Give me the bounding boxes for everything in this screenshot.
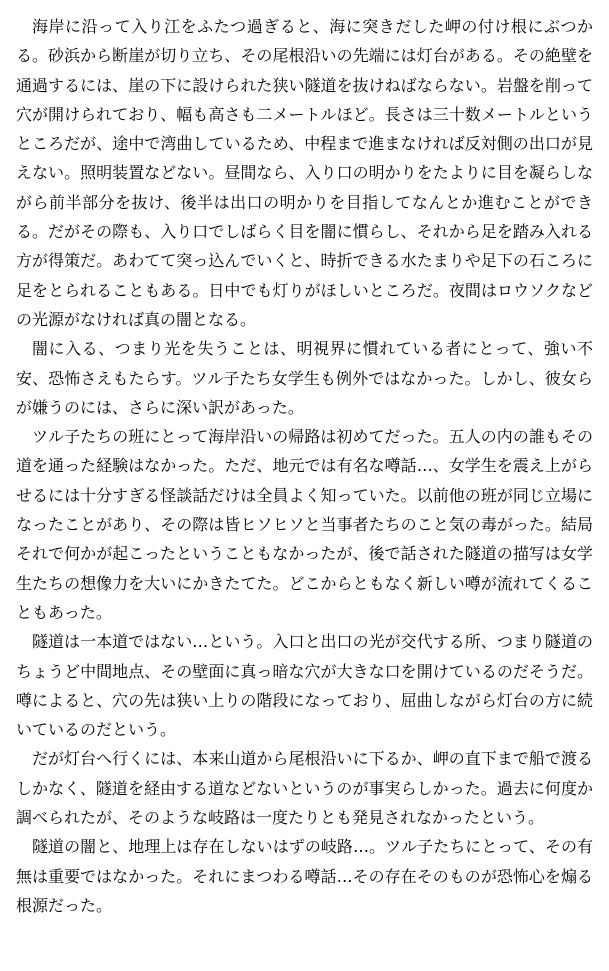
- paragraph-5: だが灯台へ行くには、本来山道から尾根沿いに下るか、岬の直下まで船で渡るしかなく、隧道を経由する道などないというのが事実らしかった。過去に何度か調べられたが、そのような岐路は一度たりとも発見されなかったという。: [16, 749, 593, 828]
- paragraph-4: 隧道は一本道ではない…という。入口と出口の光が交代する所、つまり隧道のちょうど中間地点、その壁面に真っ暗な穴が大きな口を開けているのだそうだ。噂によると、穴の先は狭い上りの階段になっており、屈曲しながら灯台の方に続いているのだという。: [16, 632, 593, 740]
- paragraph-6: 隧道の闇と、地理上は存在しないはずの岐路…。ツル子たちにとって、その有無は重要ではなかった。それにまつわる噂話…その存在そのものが恐怖心を煽る根源だった。: [16, 837, 593, 915]
- paragraph-2: 闇に入る、つまり光を失うことは、明視界に慣れている者にとって、強い不安、恐怖さえもたらす。ツル子たち女学生も例外ではなかった。しかし、彼女らが嫌うのには、さらに深い訳があった。: [16, 339, 593, 417]
- paragraph-3: ツル子たちの班にとって海岸沿いの帰路は初めてだった。五人の内の誰もその道を通った経験はなかった。ただ、地元では有名な噂話…、女学生を震え上がらせるには十分すぎる怪談話だけは全員よく知っていた。以前他の班が同じ立場になったことがあり、その際は皆ヒソヒソと当事者たちのこと気の毒がった。結局それで何かが起こったということもなかったが、後で話された隧道の描写は女学生たちの想像力を大いにかきたてた。どこからともなく新しい噂が流れてくることもあった。: [16, 427, 593, 622]
- paragraph-1: 海岸に沿って入り江をふたつ過ぎると、海に突きだした岬の付け根にぶつかる。砂浜から断崖が切り立ち、その尾根沿いの先端には灯台がある。その絶壁を通過するには、崖の下に設けられた狭い隧道を抜けねばならない。岩盤を削って穴が開けられており、幅も高さも二メートルほど。長さは三十数メートルというところだが、途中で湾曲しているため、中程まで進まなければ反対側の出口が見えない。照明装置などない。昼間なら、入り口の明かりをたよりに目を凝らしながら前半部分を抜け、後半は出口の明かりを目指してなんとか進むことができる。だがその際も、入り口でしばらく目を闇に慣らし、それから足を踏み入れる方が得策だ。あわてて突っ込んでいくと、時折できる水たまりや足下の石ころに足をとられることもある。日中でも灯りがほしいところだ。夜間はロウソクなどの光源がなければ真の闇となる。: [16, 17, 593, 329]
